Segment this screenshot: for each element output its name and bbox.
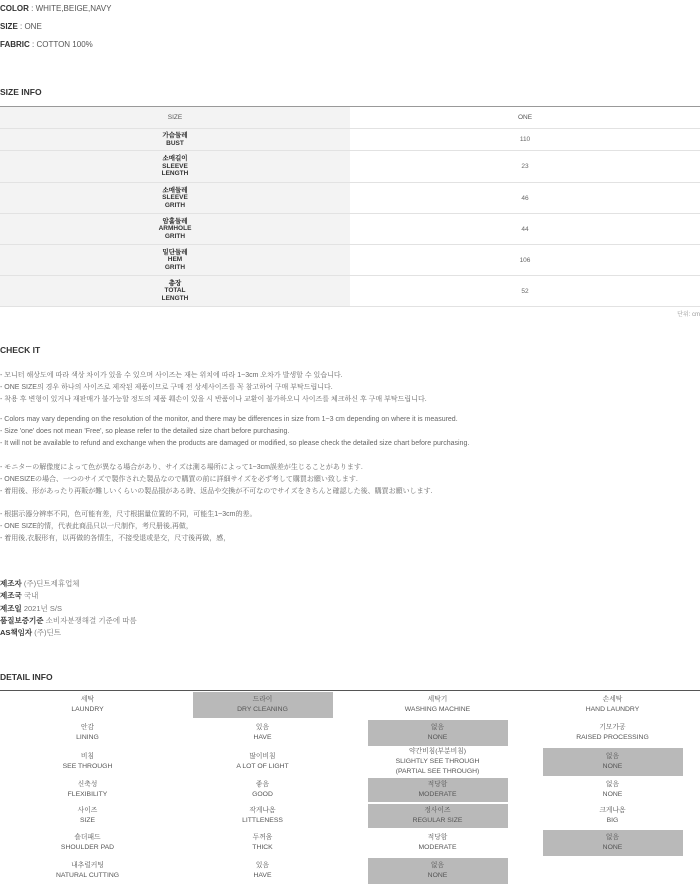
detail-option [193, 692, 333, 718]
detail-option [368, 720, 508, 746]
detail-option-text: 있음 [255, 724, 270, 731]
check-note-line: - 착용 후 변형이 있거나 재판매가 불가능할 정도의 제품 훼손이 있을 시 반품이나 교환이 불가하오니 사이즈를 체크하신 후 구매 부탁드립니다. [0, 396, 427, 403]
detail-cell [175, 691, 350, 719]
detail-cell [525, 747, 700, 777]
detail-option-text: LITTLENESS [242, 817, 283, 824]
detail-option-text: NATURAL CUTTING [55, 872, 120, 879]
detail-option-text: REGULAR SIZE [412, 817, 463, 824]
detail-option-text: 없음 [430, 724, 445, 731]
size-label-korean: 소매둘레 [162, 186, 188, 194]
size-label-english: LENGTH [161, 294, 189, 302]
detail-option-text: 두꺼움 [252, 834, 273, 841]
detail-cell [525, 829, 700, 857]
detail-category [18, 720, 158, 746]
detail-option-text: 숄더패드 [74, 834, 101, 841]
check-note-line: - It will not be available to refund and exchange when the products are damaged or modified, so please check the detailed size chart before purchasing. [0, 440, 470, 447]
maker-info-value: 소비자분쟁해결 기준에 따름 [45, 615, 137, 625]
detail-option-text: 내추럴커팅 [71, 862, 104, 869]
detail-cell [175, 719, 350, 747]
detail-cell [0, 803, 175, 829]
detail-option-text: 좋음 [255, 781, 270, 788]
detail-option [193, 778, 333, 802]
detail-cell [525, 691, 700, 719]
maker-info-label: 제조일 [0, 603, 22, 613]
detail-option-text: 없음 [605, 834, 620, 841]
detail-option-text: 있음 [255, 862, 270, 869]
detail-option-text: MODERATE [418, 791, 457, 798]
check-note-line: - ONE SIZE의 경우 하나의 사이즈로 제작된 제품이므로 구매 전 상세사이즈를 꼭 참고하여 구매 부탁드립니다. [0, 384, 333, 391]
size-row-label [0, 214, 350, 244]
detail-option-text: RAISED PROCESSING [576, 734, 649, 741]
spec-fabric: FABRIC : COTTON 100% [0, 40, 93, 49]
maker-info-value: (주)딘트 [34, 628, 61, 638]
size-header-label: SIZE [0, 107, 350, 128]
size-label-english: SLEEVE [162, 162, 188, 170]
detail-cell [0, 719, 175, 747]
detail-option-text: 약간비침(부분비침) [408, 748, 467, 755]
size-label-english: GRITH [164, 232, 186, 240]
detail-grid [0, 690, 700, 885]
detail-option-text: LAUNDRY [71, 706, 104, 713]
detail-option [368, 804, 508, 828]
detail-option-text: NONE [602, 791, 623, 798]
detail-cell [350, 747, 525, 777]
check-note-line: - 根据示器分辨率不同，色可能有差，尺寸根据量位置的不同，可能生1~3cm的差。 [0, 511, 257, 518]
maker-info-line [0, 578, 80, 589]
detail-option-text: 없음 [605, 781, 620, 788]
size-label-korean: 밑단둘레 [162, 248, 188, 256]
detail-option-text: 신축성 [77, 781, 98, 788]
size-row-label [0, 245, 350, 275]
detail-option-text: MODERATE [418, 844, 457, 851]
check-note-line: - 着用後、形があったり再販が難しいくらいの製品損がある時、返品や交換が不可なのでサイズをきちんと確認した後、購買お願いします. [0, 488, 433, 495]
detail-option [368, 858, 508, 884]
detail-cell [525, 857, 700, 885]
detail-category [18, 778, 158, 802]
detail-option [368, 830, 508, 856]
detail-option-text: 적당함 [427, 781, 448, 788]
size-table-row [0, 214, 700, 245]
check-note-line: - 모니터 해상도에 따라 색상 차이가 있을 수 있으며 사이즈는 재는 위치에 따라 1~3cm 오차가 발생할 수 있습니다. [0, 372, 343, 379]
detail-option-text: (PARTIAL SEE THROUGH) [395, 768, 480, 775]
detail-option-text: A LOT OF LIGHT [236, 763, 289, 770]
size-row-label [0, 151, 350, 182]
detail-option-text: 없음 [430, 862, 445, 869]
check-note-line: - モニターの解像度によって色が異なる場合があり、サイズは測る場所によって1~3cm誤差が生じることがあります. [0, 464, 363, 471]
spec-label: FABRIC [0, 40, 30, 49]
detail-option [543, 748, 683, 776]
size-table-row [0, 151, 700, 183]
detail-option-text: 기모가공 [599, 724, 626, 731]
size-row-value: 106 [519, 256, 531, 264]
detail-option-text: SIZE [79, 817, 96, 824]
detail-option-text: 안감 [80, 724, 95, 731]
detail-cell [350, 803, 525, 829]
maker-info-label: 제조자 [0, 579, 22, 588]
detail-category [18, 830, 158, 856]
size-row-label [0, 276, 350, 306]
detail-category [18, 804, 158, 828]
detail-cell [350, 691, 525, 719]
detail-option [193, 830, 333, 856]
detail-option-text: 없음 [605, 753, 620, 760]
size-info-title: SIZE INFO [0, 87, 42, 97]
detail-option-text: NONE [427, 872, 448, 879]
detail-category [18, 748, 158, 776]
size-table-header [0, 107, 700, 129]
spec-label: COLOR [0, 4, 29, 13]
size-label-english: GRITH [164, 201, 186, 209]
detail-cell [525, 777, 700, 803]
detail-option-text: 세탁기 [427, 696, 448, 703]
detail-cell [525, 719, 700, 747]
size-label-english: TOTAL [164, 287, 186, 295]
size-label-english: BUST [166, 139, 184, 147]
detail-cell [525, 803, 700, 829]
size-table-row [0, 245, 700, 276]
detail-option-text: NONE [602, 844, 623, 851]
size-row-label [0, 183, 350, 213]
detail-option-text: WASHING MACHINE [404, 706, 471, 713]
size-row-value: 23 [521, 163, 529, 170]
spec-value: ONE [24, 22, 42, 31]
detail-row [0, 829, 700, 857]
detail-cell [0, 857, 175, 885]
detail-cell [350, 857, 525, 885]
check-note-line: - Size 'one' does not mean 'Free', so please refer to the detailed size chart before purchasing. [0, 428, 290, 435]
spec-size: SIZE : ONE [0, 22, 42, 31]
detail-option-text: BIG [606, 817, 619, 824]
size-label-english: SLEEVE [162, 194, 188, 202]
detail-option-text: 비침 [80, 753, 95, 760]
check-it-title: CHECK IT [0, 345, 41, 355]
size-label-english: GRITH [164, 263, 186, 271]
detail-option-text: 적당함 [427, 834, 448, 841]
detail-option [543, 778, 683, 802]
size-row-value: 44 [521, 225, 529, 233]
detail-option [543, 830, 683, 856]
detail-option-text: HAVE [253, 872, 272, 879]
detail-cell [175, 803, 350, 829]
size-row-label [0, 129, 350, 150]
detail-option-text: SEE THROUGH [62, 763, 113, 770]
detail-cell [175, 747, 350, 777]
size-label-korean: 소매길이 [162, 155, 188, 163]
spec-color: COLOR : WHITE,BEIGE,NAVY [0, 4, 112, 13]
detail-option-text: THICK [252, 844, 273, 851]
detail-option [368, 778, 508, 802]
maker-info-line [0, 627, 61, 638]
detail-category [18, 858, 158, 884]
check-note-line: - ONESIZEの場合、一つのサイズで製作された製品なので購買の前に詳細サイズを必ず考して購買お願い致します. [0, 476, 358, 483]
detail-cell [350, 777, 525, 803]
size-label-korean: 가슴둘레 [162, 132, 188, 139]
size-label-english: HEM [167, 256, 183, 264]
detail-row [0, 691, 700, 719]
size-table-row [0, 276, 700, 307]
detail-option-text: NONE [427, 734, 448, 741]
detail-option [193, 748, 333, 776]
detail-option-text: LINING [76, 734, 99, 741]
size-row-value: 110 [519, 136, 531, 143]
size-row-value: 52 [521, 287, 529, 295]
check-note-line: - 着用後,衣服形有，以再做的各情生，不接受退或是交，尺寸後再做，感， [0, 535, 231, 542]
detail-option-text: NONE [602, 763, 623, 770]
size-header-value: ONE [517, 114, 533, 121]
size-table-row [0, 183, 700, 214]
detail-cell [0, 829, 175, 857]
detail-cell [0, 747, 175, 777]
detail-option-text: HAVE [253, 734, 272, 741]
check-note-line: - Colors may vary depending on the resolution of the monitor, and there may be differences in size from 1~3 cm depending on where it is measured. [0, 416, 458, 423]
size-label-korean: 암홀둘레 [162, 217, 188, 225]
detail-option-text: 크게나옴 [599, 807, 626, 814]
detail-cell [175, 777, 350, 803]
size-table-row [0, 129, 700, 151]
detail-option [543, 804, 683, 828]
detail-cell [350, 719, 525, 747]
maker-info-label: AS책임자 [0, 628, 33, 638]
detail-option-text: HAND LAUNDRY [585, 706, 640, 713]
detail-option [543, 720, 683, 746]
detail-row [0, 803, 700, 829]
detail-option-text: SLIGHTLY SEE THROUGH [395, 758, 480, 765]
maker-info-label: 품질보증기준 [0, 615, 44, 625]
check-note-line: - ONE SIZE的情，代表此商品只以一尺制作，考尺册後,再做， [0, 523, 193, 530]
detail-cell [0, 777, 175, 803]
maker-info-value: (주)딘트제휴업체 [23, 579, 80, 588]
detail-info-title: DETAIL INFO [0, 672, 53, 682]
detail-option [193, 804, 333, 828]
maker-info-line [0, 603, 62, 614]
maker-info-value: 국내 [23, 591, 39, 601]
detail-option [193, 858, 333, 884]
detail-option-text: 드라이 [252, 696, 273, 703]
detail-row [0, 747, 700, 777]
detail-cell [350, 829, 525, 857]
maker-info-value: 2021년 S/S [23, 603, 62, 613]
unit-note: 단위: cm [677, 312, 700, 318]
detail-option-text: GOOD [252, 791, 273, 798]
detail-row [0, 857, 700, 885]
detail-option-text: SHOULDER PAD [60, 844, 115, 851]
detail-row [0, 719, 700, 747]
size-table [0, 106, 700, 307]
detail-option-text: FLEXIBILITY [67, 791, 108, 798]
detail-option-text: 작게나옴 [249, 807, 276, 814]
detail-cell [175, 857, 350, 885]
spec-label: SIZE [0, 22, 18, 31]
detail-option-text: 정사이즈 [424, 807, 451, 814]
detail-cell [175, 829, 350, 857]
maker-info-line [0, 590, 38, 601]
detail-option [368, 748, 508, 776]
detail-option [368, 692, 508, 718]
detail-option-text: 많이비침 [249, 753, 276, 760]
detail-option [543, 692, 683, 718]
detail-option-text: 사이즈 [77, 807, 98, 814]
size-label-english: LENGTH [161, 170, 189, 178]
size-row-value: 46 [521, 194, 529, 202]
detail-option-text: 손세탁 [602, 696, 623, 703]
spec-value: WHITE,BEIGE,NAVY [35, 4, 112, 13]
size-label-english: ARMHOLE [158, 225, 192, 233]
detail-option-text: DRY CLEANING [237, 706, 288, 713]
detail-category [18, 692, 158, 718]
maker-info-line [0, 615, 137, 626]
detail-row [0, 777, 700, 803]
maker-info-label: 제조국 [0, 591, 22, 601]
spec-value: COTTON 100% [36, 40, 93, 49]
size-label-korean: 총장 [168, 279, 182, 287]
detail-cell [0, 691, 175, 719]
detail-option [193, 720, 333, 746]
detail-option-text: 세탁 [80, 696, 95, 703]
